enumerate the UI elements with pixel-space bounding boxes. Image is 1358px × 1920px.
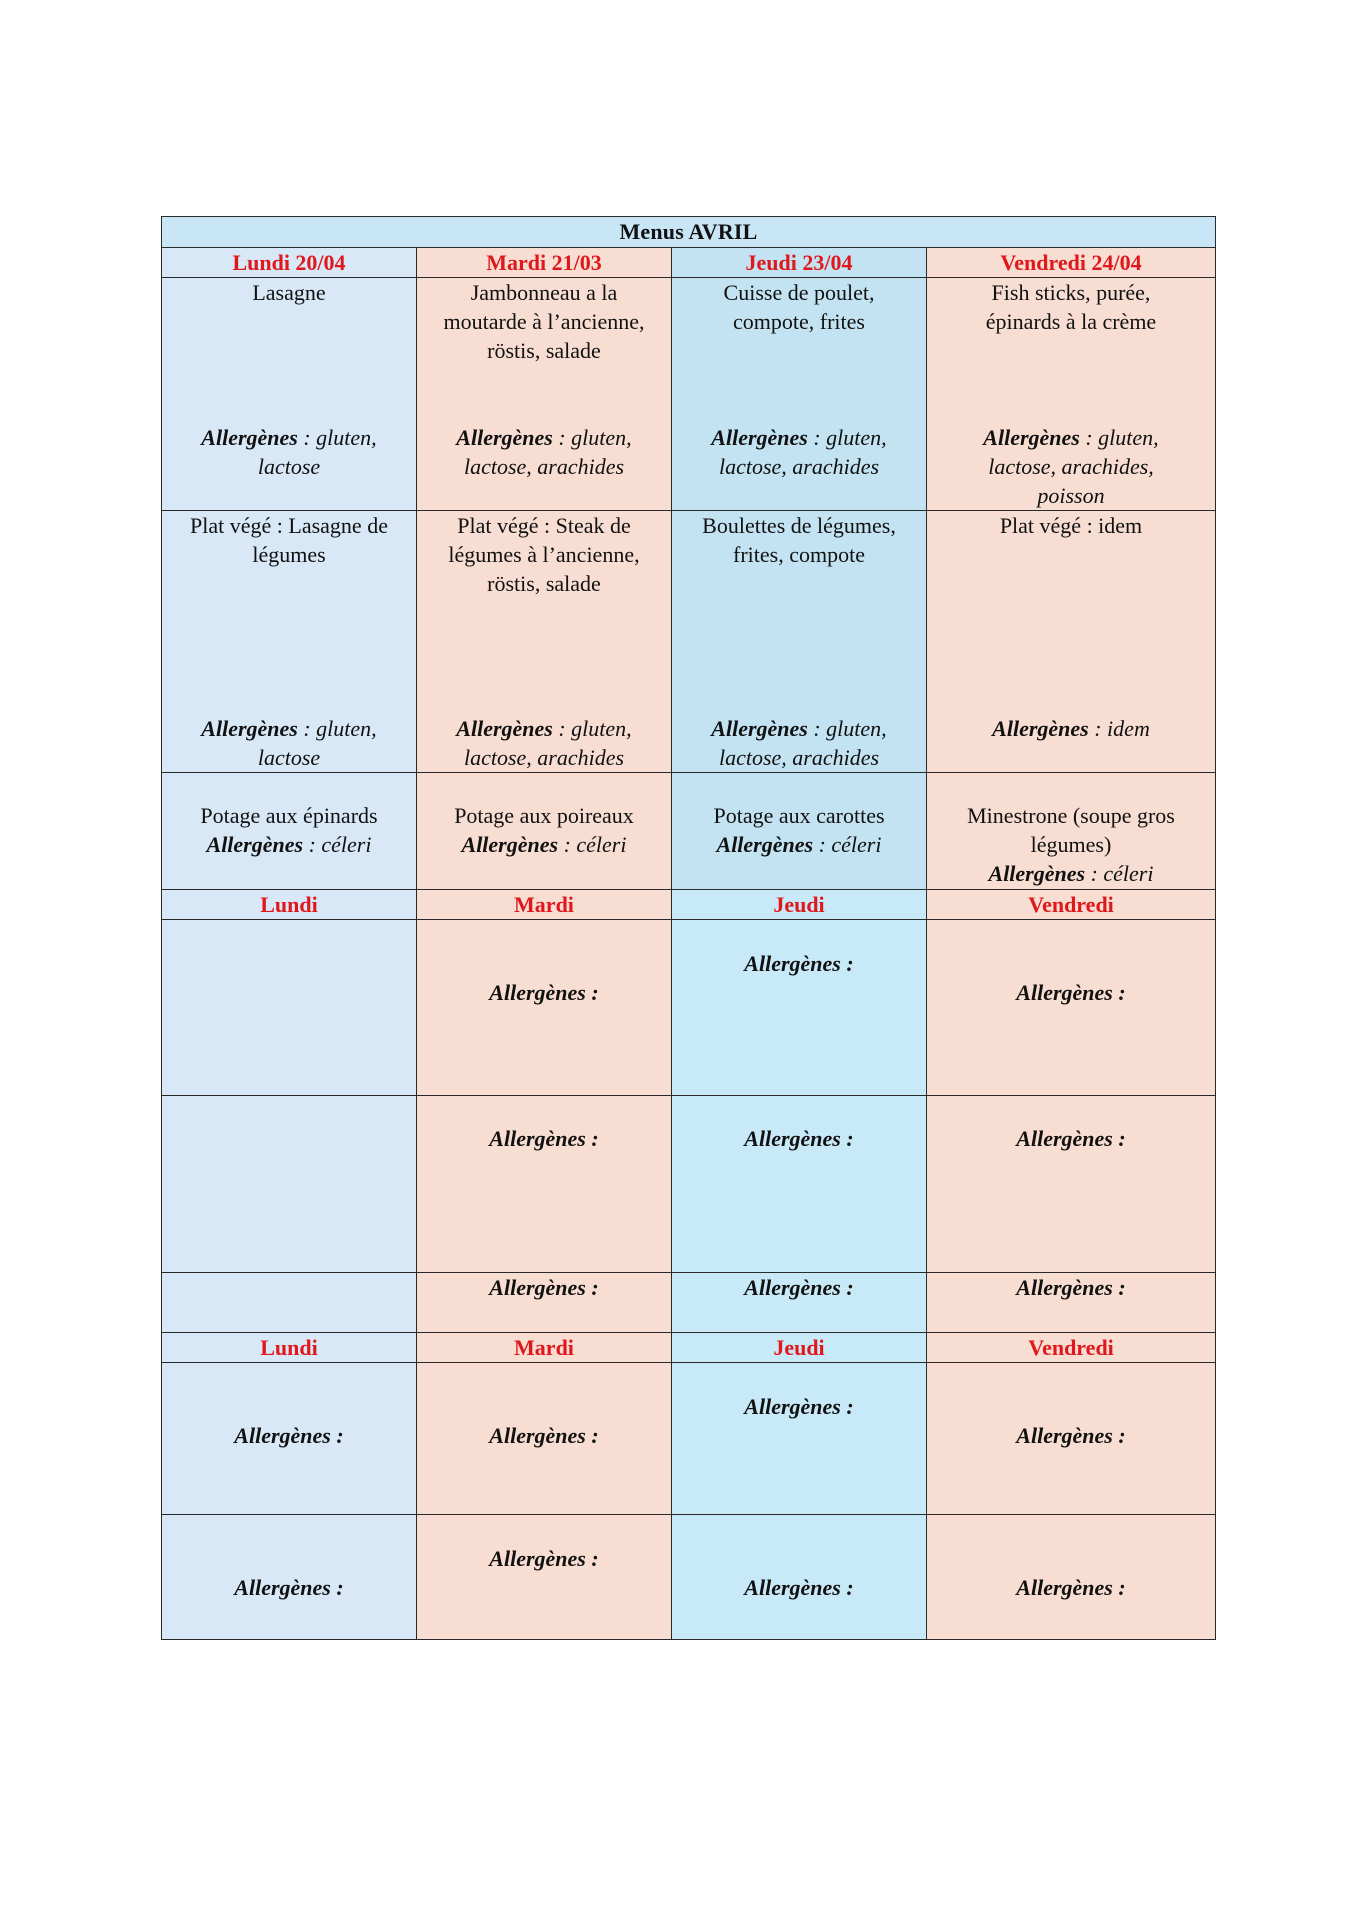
main-dish-cell-jeudi (672, 278, 927, 511)
allergens-placeholder: Allergènes : (744, 1126, 854, 1151)
soup-allergens: Allergènes : céleri (716, 832, 882, 857)
main-allergens: Allergènes : gluten, lactose, arachides (711, 425, 887, 479)
week3-day-mardi: Mardi (417, 1333, 672, 1363)
veg-allergens: Allergènes : gluten, lactose, arachides (456, 716, 632, 770)
veg-allergens: Allergènes : gluten, lactose (201, 716, 377, 770)
week2-row1-lundi (162, 920, 417, 1096)
day-header-jeudi: Jeudi 23/04 (672, 248, 927, 278)
week3-row2-lundi (162, 1515, 417, 1640)
week3-row1-mardi (417, 1363, 672, 1515)
week2-day-lundi: Lundi (162, 890, 417, 920)
menu-table (161, 216, 1216, 1640)
day-header-vendredi: Vendredi 24/04 (927, 248, 1216, 278)
main-dish-cell-mardi (417, 278, 672, 511)
allergens-placeholder: Allergènes : (234, 1423, 344, 1448)
day-header-mardi: Mardi 21/03 (417, 248, 672, 278)
allergens-placeholder: Allergènes : (744, 1575, 854, 1600)
soup-cell-vendredi (927, 773, 1216, 890)
allergens-placeholder: Allergènes : (489, 1275, 599, 1300)
week2-row1-jeudi (672, 920, 927, 1096)
soup-cell-jeudi (672, 773, 927, 890)
week2-row1-vendredi (927, 920, 1216, 1096)
soup-dish: Minestrone (soupe gros légumes) (967, 803, 1175, 857)
allergens-placeholder: Allergènes : (1016, 1275, 1126, 1300)
allergens-placeholder: Allergènes : (1016, 980, 1126, 1005)
week2-row3-lundi (162, 1273, 417, 1333)
week2-row3-vendredi (927, 1273, 1216, 1333)
week2-day-mardi: Mardi (417, 890, 672, 920)
day-header-lundi: Lundi 20/04 (162, 248, 417, 278)
allergens-placeholder: Allergènes : (489, 980, 599, 1005)
veg-allergens: Allergènes : gluten, lactose, arachides (711, 716, 887, 770)
week3-row1-lundi (162, 1363, 417, 1515)
main-dish: Jambonneau a la moutarde à l’ancienne, röstis, salade (443, 280, 645, 363)
veg-dish-cell-mardi (417, 511, 672, 773)
soup-allergens: Allergènes : céleri (206, 832, 372, 857)
main-dish-cell-lundi (162, 278, 417, 511)
veg-dish-cell-vendredi (927, 511, 1216, 773)
week2-row2-jeudi (672, 1096, 927, 1273)
week3-row2-jeudi (672, 1515, 927, 1640)
soup-dish: Potage aux carottes (713, 803, 885, 828)
week2-day-jeudi: Jeudi (672, 890, 927, 920)
week3-row2-vendredi (927, 1515, 1216, 1640)
veg-allergens: Allergènes : idem (992, 716, 1150, 741)
week3-row2-mardi (417, 1515, 672, 1640)
week2-row2-lundi (162, 1096, 417, 1273)
veg-dish-cell-jeudi (672, 511, 927, 773)
week2-row2-vendredi (927, 1096, 1216, 1273)
allergens-placeholder: Allergènes : (234, 1575, 344, 1600)
soup-allergens: Allergènes : céleri (461, 832, 627, 857)
veg-dish: Plat végé : Steak de légumes à l’ancienne, röstis, salade (448, 513, 640, 596)
week3-day-vendredi: Vendredi (927, 1333, 1216, 1363)
week3-row1-vendredi (927, 1363, 1216, 1515)
week3-day-lundi: Lundi (162, 1333, 417, 1363)
soup-dish: Potage aux épinards (200, 803, 378, 828)
week3-day-jeudi: Jeudi (672, 1333, 927, 1363)
soup-cell-lundi (162, 773, 417, 890)
veg-dish-cell-lundi (162, 511, 417, 773)
veg-dish: Plat végé : idem (999, 513, 1143, 538)
main-dish: Fish sticks, purée, épinards à la crème (985, 280, 1157, 334)
main-dish-cell-vendredi (927, 278, 1216, 511)
veg-dish: Boulettes de légumes, frites, compote (702, 513, 896, 567)
main-dish: Cuisse de poulet, compote, frites (723, 280, 875, 334)
page-title: Menus AVRIL (162, 217, 1216, 248)
week2-row2-mardi (417, 1096, 672, 1273)
soup-dish: Potage aux poireaux (454, 803, 634, 828)
veg-dish: Plat végé : Lasagne de légumes (190, 513, 388, 567)
week2-row3-mardi (417, 1273, 672, 1333)
allergens-placeholder: Allergènes : (744, 1394, 854, 1419)
allergens-placeholder: Allergènes : (744, 1275, 854, 1300)
soup-allergens: Allergènes : céleri (988, 861, 1154, 886)
main-dish: Lasagne (252, 280, 326, 305)
allergens-placeholder: Allergènes : (489, 1126, 599, 1151)
week3-row1-jeudi (672, 1363, 927, 1515)
allergens-placeholder: Allergènes : (489, 1546, 599, 1571)
week2-row1-mardi (417, 920, 672, 1096)
allergens-placeholder: Allergènes : (744, 951, 854, 976)
allergens-placeholder: Allergènes : (1016, 1575, 1126, 1600)
soup-cell-mardi (417, 773, 672, 890)
allergens-placeholder: Allergènes : (1016, 1126, 1126, 1151)
main-allergens: Allergènes : gluten, lactose, arachides (456, 425, 632, 479)
allergens-placeholder: Allergènes : (1016, 1423, 1126, 1448)
main-allergens: Allergènes : gluten, lactose, arachides, poisson (983, 425, 1159, 508)
week2-row3-jeudi (672, 1273, 927, 1333)
allergens-placeholder: Allergènes : (489, 1423, 599, 1448)
week2-day-vendredi: Vendredi (927, 890, 1216, 920)
main-allergens: Allergènes : gluten, lactose (201, 425, 377, 479)
